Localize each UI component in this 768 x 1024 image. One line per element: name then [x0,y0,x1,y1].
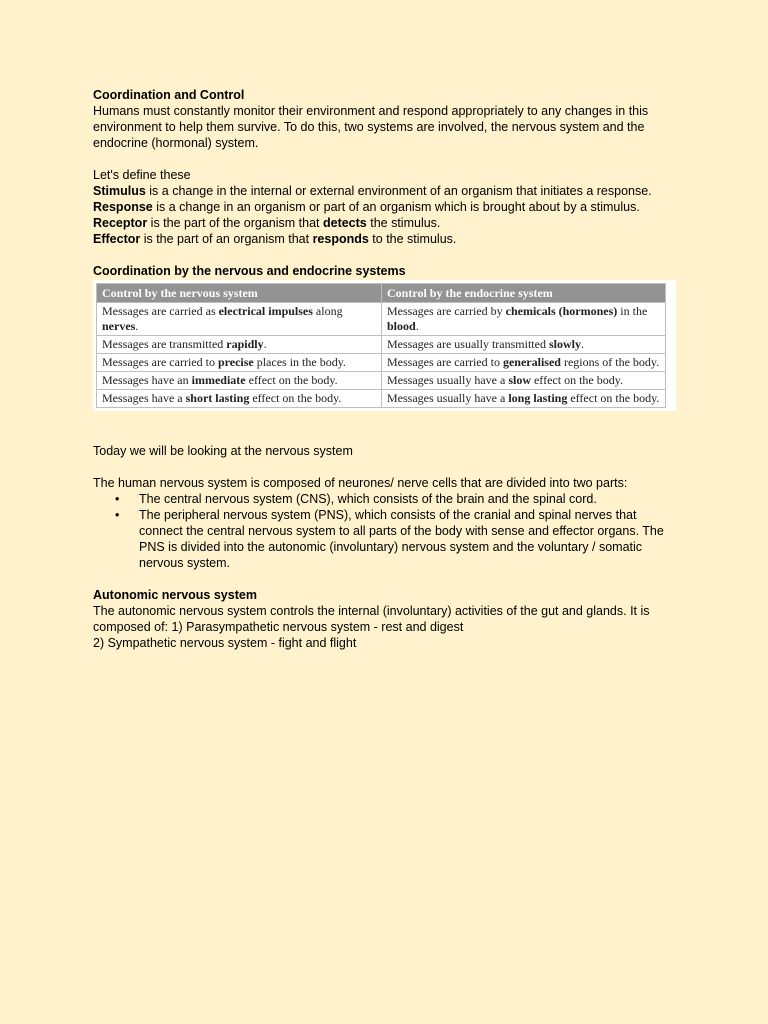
table-row [97,372,666,390]
cell-text: . [263,337,267,351]
column-header-endocrine: Control by the endocrine system [382,284,666,303]
cell-text: regions of the body. [560,355,660,369]
table-header-row [97,284,666,303]
cell-bold: immediate [191,373,246,387]
table-row [97,303,666,336]
cell-bold: short lasting [185,391,250,405]
spacer [93,247,683,263]
cell-text: Messages are usually transmitted [387,337,549,351]
table-cell [97,372,382,390]
comparison-title: Coordination by the nervous and endocrine systems [93,264,406,278]
list-item [93,507,683,571]
cell-text: effect on the body. [245,373,338,387]
column-header-nervous: Control by the nervous system [97,284,382,303]
comparison-table-image [93,280,676,411]
definition-receptor [93,215,683,231]
definitions-lead: Let's define these [93,168,191,182]
table-cell [97,390,382,408]
table-cell [97,354,382,372]
definition-effector-bold: responds [312,232,369,246]
table-row [97,390,666,408]
list-item [93,491,683,507]
term-receptor: Receptor [93,216,148,230]
term-effector: Effector [93,232,141,246]
nervous-composed: The human nervous system is composed of neurones/ nerve cells that are divided into two parts: [93,476,628,490]
cell-bold: generalised [502,355,561,369]
nervous-parts-list [93,491,683,571]
spacer [93,571,683,587]
autonomic-title: Autonomic nervous system [93,588,257,602]
cell-text: . [135,319,139,333]
definition-stimulus [93,183,683,199]
cell-text: effect on the body. [530,373,623,387]
table-cell [97,336,382,354]
term-stimulus: Stimulus [93,184,146,198]
table-cell [382,390,666,408]
table-cell [382,303,666,336]
table-cell [382,372,666,390]
cell-bold: rapidly [226,337,264,351]
cell-text: Messages have a [102,391,186,405]
list-item-text: The peripheral nervous system (PNS), which consists of the cranial and spinal nerves that connect the central nervous system to all parts of the body with sense and effector organs. The PNS is divided into the autonomic (involuntary) nervous system and the voluntary / somatic nervous system. [139,508,664,570]
table-cell [382,336,666,354]
autonomic-line2: 2) Sympathetic nervous system - fight and flight [93,636,357,650]
cell-bold: nerves [102,319,136,333]
cell-bold: electrical impulses [218,304,313,318]
cell-text: places in the body. [253,355,346,369]
intro-title: Coordination and Control [93,88,245,102]
cell-bold: blood [387,319,416,333]
spacer [93,151,683,167]
definition-effector-post: to the stimulus. [368,232,457,246]
spacer [93,459,683,475]
definition-response-text: is a change in an organism or part of an organism which is brought about by a stimulus. [152,200,640,214]
cell-text: Messages usually have a [387,373,509,387]
definition-receptor-bold: detects [322,216,367,230]
definition-receptor-pre: is the part of the organism that [147,216,323,230]
bullet-icon: • [115,508,120,522]
comparison-table [96,283,666,408]
cell-text: Messages usually have a [387,391,509,405]
cell-text: . [415,319,419,333]
definition-effector [93,231,683,247]
document-content [93,87,683,651]
definition-stimulus-text: is a change in the internal or external environment of an organism that initiates a response. [145,184,652,198]
cell-text: Messages are carried as [102,304,219,318]
cell-text: in the [617,304,648,318]
table-cell [382,354,666,372]
cell-bold: slowly [548,337,581,351]
cell-text: . [580,337,584,351]
list-item-text: The central nervous system (CNS), which consists of the brain and the spinal cord. [139,492,597,506]
intro-body: Humans must constantly monitor their environment and respond appropriately to any changes in this environment to help them survive. To do this, two systems are involved, the nervous system and the endocrine (hormonal) system. [93,104,649,150]
term-response: Response [93,200,153,214]
cell-bold: long lasting [508,391,568,405]
cell-text: Messages are carried to [387,355,503,369]
definition-response [93,199,683,215]
cell-text: Messages are carried by [387,304,506,318]
table-row [97,336,666,354]
cell-text: Messages have an [102,373,192,387]
autonomic-body: The autonomic nervous system controls the internal (involuntary) activities of the gut and glands. It is composed of: 1) Parasympathetic nervous system - rest and digest [93,604,650,634]
cell-text: effect on the body. [249,391,342,405]
table-row [97,354,666,372]
cell-text: Messages are transmitted [102,337,227,351]
cell-text: along [312,304,343,318]
definition-receptor-post: the stimulus. [366,216,441,230]
cell-text: effect on the body. [567,391,660,405]
cell-bold: precise [217,355,254,369]
nervous-today: Today we will be looking at the nervous system [93,444,353,458]
spacer [93,411,683,443]
cell-bold: chemicals (hormones) [505,304,618,318]
cell-bold: slow [508,373,531,387]
cell-text: Messages are carried to [102,355,218,369]
definition-effector-pre: is the part of an organism that [140,232,313,246]
bullet-icon: • [115,492,120,506]
table-cell [97,303,382,336]
